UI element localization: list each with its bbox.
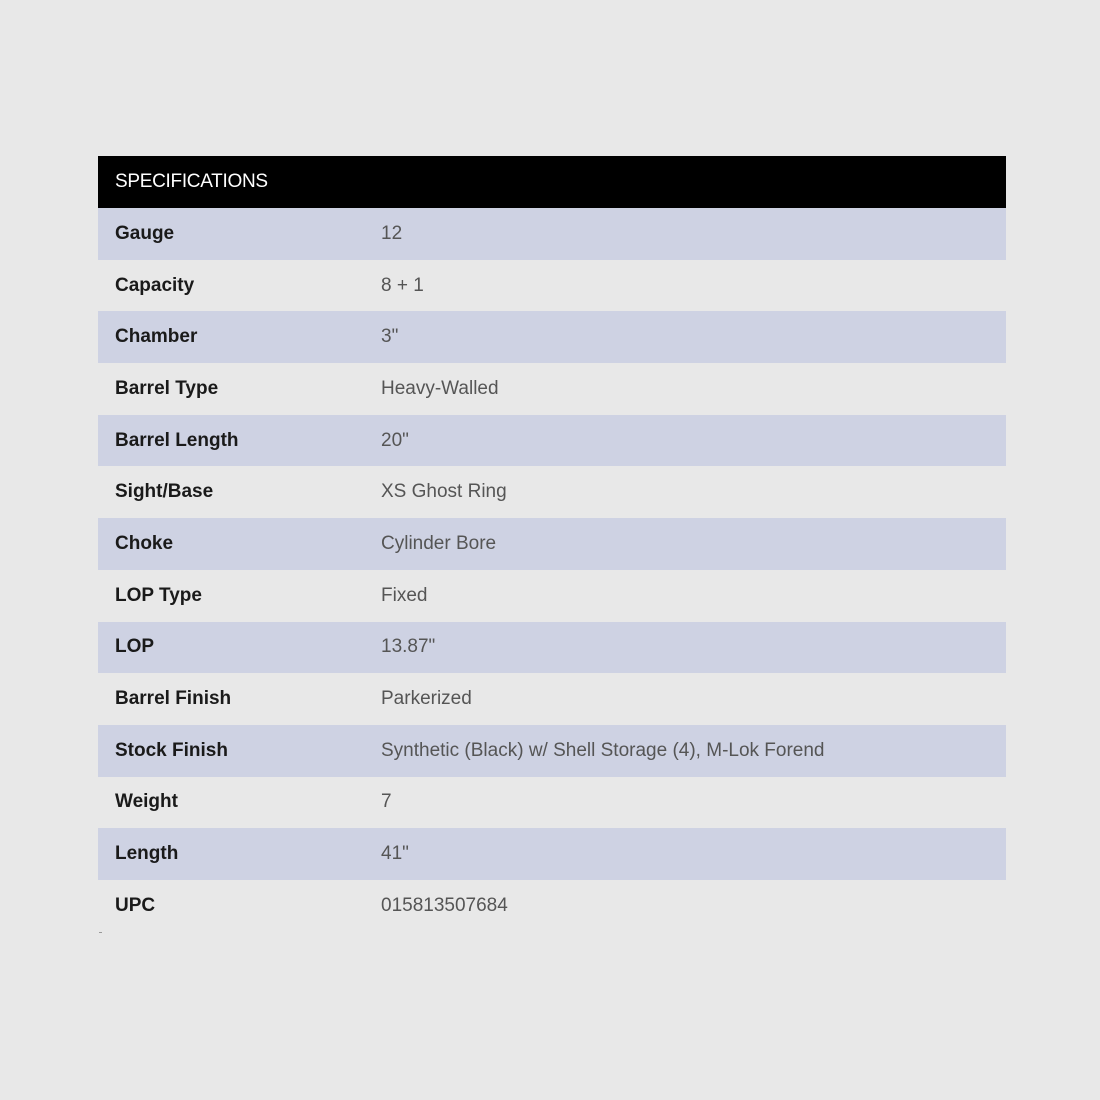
spec-row-stock-finish <box>98 725 1006 777</box>
spec-value: Heavy-Walled <box>381 377 499 399</box>
spec-row-gauge <box>98 208 1006 260</box>
spec-value: 12 <box>381 222 403 244</box>
spec-value: 7 <box>381 791 392 813</box>
spec-value: 20" <box>381 429 409 451</box>
spec-row-length <box>98 828 1006 880</box>
spec-label: Chamber <box>115 326 198 348</box>
spec-label: Length <box>115 843 179 865</box>
spec-label: Barrel Type <box>115 377 219 399</box>
spec-label: Barrel Length <box>115 429 239 451</box>
spec-value: Parkerized <box>381 688 472 710</box>
spec-value: XS Ghost Ring <box>381 481 507 503</box>
spec-label: Choke <box>115 532 174 554</box>
spec-row-chamber <box>98 311 1006 363</box>
spec-label: UPC <box>115 894 156 916</box>
spec-row-choke <box>98 518 1006 570</box>
spec-row-barrel-type <box>98 363 1006 415</box>
spec-value: 41" <box>381 843 409 865</box>
stray-mark <box>99 932 102 933</box>
spec-label: Sight/Base <box>115 481 214 503</box>
spec-value: Cylinder Bore <box>381 532 497 554</box>
spec-label: Capacity <box>115 274 195 296</box>
spec-row-sight-base <box>98 466 1006 518</box>
specifications-header: SPECIFICATIONS <box>98 156 1006 208</box>
spec-rows <box>98 208 1006 932</box>
spec-row-barrel-length <box>98 415 1006 467</box>
spec-label: Weight <box>115 791 178 813</box>
spec-value: 13.87" <box>381 636 436 658</box>
spec-value: 015813507684 <box>381 894 508 916</box>
spec-row-lop-type <box>98 570 1006 622</box>
spec-label: LOP <box>115 636 155 658</box>
spec-row-capacity <box>98 260 1006 312</box>
spec-value: Fixed <box>381 584 428 606</box>
spec-row-weight <box>98 777 1006 829</box>
spec-label: Gauge <box>115 222 175 244</box>
spec-row-barrel-finish <box>98 673 1006 725</box>
spec-row-upc <box>98 880 1006 932</box>
specifications-table <box>98 156 1006 932</box>
spec-value: Synthetic (Black) w/ Shell Storage (4), M-Lok Forend <box>381 739 825 761</box>
spec-label: Barrel Finish <box>115 688 232 710</box>
spec-label: Stock Finish <box>115 739 228 761</box>
spec-label: LOP Type <box>115 584 202 606</box>
spec-row-lop <box>98 622 1006 674</box>
spec-value: 3" <box>381 326 399 348</box>
spec-value: 8 + 1 <box>381 274 424 296</box>
